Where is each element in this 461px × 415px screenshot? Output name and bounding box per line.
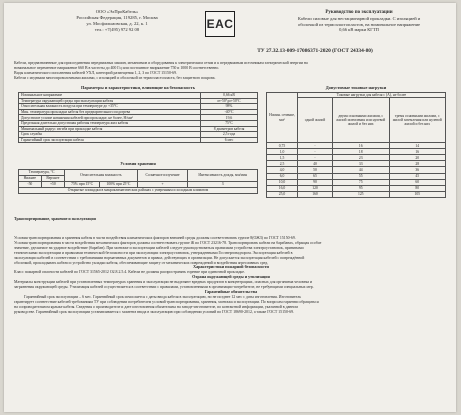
currents-caption: Допустимые токовые нагрузки (325, 85, 387, 90)
param-value: 2,5 года (201, 132, 258, 138)
storage-cell: -50 (19, 182, 42, 188)
currents-cell: 120 (298, 185, 333, 191)
currents-cell: 65 (298, 173, 333, 179)
intro-text (14, 61, 448, 80)
currents-cell: 160 (298, 191, 333, 197)
currents-cell: 16 (389, 149, 445, 155)
param-value: 6 мес (201, 137, 258, 143)
tu-reference: ТУ 27.32.13-009-17086371-2020 (ГОСТ 24334-80) (257, 48, 373, 54)
currents-cell: 40 (298, 161, 333, 167)
doc-title-block (266, 10, 452, 33)
currents-cell: 10,0 (267, 179, 298, 185)
text-line: эксплуатации кабелей в соответствии с требованиями нормативных документов и правил, действующих в организации. Не допускается эксплуатация кабелей с повреждённой (14, 255, 305, 260)
intro-line: Кабели, предназначенные для присоединения передвижных машин, механизмов и оборудования к электрическим сетям и к передвижным источникам электрической энергии на (14, 61, 308, 65)
text-line: Класс пожарной опасности кабелей по ГОСТ 31565-2012 О2.8.2.5.4. Кабели не должны распространять горение при одиночной прокладке. (14, 270, 245, 275)
currents-cell: 50 (298, 167, 333, 173)
param-name: Допустимое усилие натяжения кабелей при прокладке, не более, Н/мм² (19, 115, 201, 121)
text-line: Гарантийный срок эксплуатации – 6 мес. Гарантийный срок исчисляется с даты ввода кабеля в эксплуатацию, но не позднее 12 мес с даты изготовления. Изготовитель (24, 294, 302, 299)
param-value: 98% (201, 104, 258, 110)
currents-cell: 14 (389, 143, 445, 149)
storage-note: Открытые площадки в макроклиматических районах с умеренным и холодным климатом (19, 188, 258, 194)
currents-header-col: тремя основными жилами, с жилой заземления или нулевой жилой и без них (389, 98, 445, 143)
intro-line: Виды климатического исполнения кабелей УХЛ, категорий размещения 1, 2, 3 по ГОСТ 15150-69. (14, 70, 178, 75)
manual-sheet (4, 3, 456, 412)
section-heading: Транспортирование, хранение и эксплуатация (14, 217, 96, 221)
text-line: Материалы конструкции кабелей при установленных температурах хранения и эксплуатации не выделяют вредных продуктов в концентрациях, опасных для организма человека и (14, 280, 313, 285)
param-name: Номинальное напряжение (19, 93, 201, 99)
currents-row (267, 191, 446, 197)
storage-cell: +50 (41, 182, 64, 188)
text-line: гарантирует соответствие кабелей требованиям ТУ при соблюдении потребителем условий транспортирования, хранения, монтажа и эксплуатации. По вопросам гарантии обращаться (14, 299, 319, 304)
currents-cell: 20 (389, 155, 445, 161)
param-name: Предельная длительно допустимая рабочая температура жил кабеля (19, 120, 201, 126)
currents-cell: 105 (389, 191, 445, 197)
currents-cell: - (298, 143, 333, 149)
storage-header-solar: Солнечное излучение (137, 170, 188, 182)
doc-subtitle-line: оболочкой из термоэластопластов, на номинальное напряжение (297, 21, 421, 27)
currents-cell: - (298, 155, 333, 161)
currents-cell: 55 (333, 173, 390, 179)
currents-cell: 2,5 (267, 161, 298, 167)
currents-cell: 28 (389, 161, 445, 167)
params-table (18, 92, 258, 143)
intro-line: номинальное переменное напряжение 660 В в частоты до 400 Гц или постоянное напряжение 750 и 1000 В соответственно. (14, 65, 220, 70)
param-name: Температура окружающей среды при эксплуатации кабеля (19, 98, 201, 104)
storage-header-lower: Нижнее (19, 176, 42, 182)
currents-cell: 90 (298, 179, 333, 185)
text-line: Условия транспортирования и хранения кабеля в части воздействия климатических факторов внешней среды должны соответствовать группе 8(ОЖ3) по ГОСТ 15150-69. (14, 236, 296, 240)
currents-header-col: двумя основными жилами, с жилой заземления или нулевой жилой и без них (333, 98, 390, 143)
params-row (19, 137, 258, 143)
currents-cell: 16,0 (267, 185, 298, 191)
currents-cell: 95 (333, 185, 390, 191)
currents-cell: 75 (333, 179, 390, 185)
currents-cell: 1,0 (267, 149, 298, 155)
param-value: 19,6 (201, 115, 258, 121)
company-block (62, 9, 172, 33)
storage-caption: Условия хранения (120, 161, 156, 166)
section-heading: Характеристики пожарной безопасности (193, 265, 269, 270)
doc-title: Руководство по эксплуатации (325, 10, 393, 15)
currents-cell: 23 (333, 155, 390, 161)
params-caption: Параметры и характеристики, влияющие на безопасность (81, 85, 195, 90)
param-value: от-50°до+50°С (201, 98, 258, 104)
currents-table (266, 92, 446, 198)
currents-cell: 36 (389, 167, 445, 173)
company-line: ООО «ЭлПроКабель» (95, 9, 139, 14)
currents-cell: 60 (389, 179, 445, 185)
storage-header-rain: Интенсивность дождя, мм/мин (188, 170, 258, 182)
currents-cell: 18 (333, 149, 390, 155)
eac-mark-icon: EAC (205, 11, 235, 37)
text-line: на сопроводительном ярлыке кабеля. Сведения о производителе и дате изготовления обязательны на заводе-изготовителе, по контактной информации, указанной в данном (14, 304, 298, 309)
currents-cell: 4,0 (267, 167, 298, 173)
doc-subtitle-line: Кабели силовые для нестационарной прокладки. С изоляцией и (297, 16, 421, 21)
currents-cell: 125 (333, 191, 390, 197)
storage-header-temp: Температура, °С (19, 170, 65, 176)
company-line: Российская Федерация, 119285, г. Москва (76, 14, 158, 20)
text-line: значение, уделяемое на ударное воздействие (барабан). При монтаже и эксплуатации кабелей следует руководствоваться правилами устройства электроустановок, принятыми (14, 245, 304, 250)
currents-cell: 6,0 (267, 173, 298, 179)
storage-cell: 100% при 25°С (100, 182, 137, 188)
text-line: оболочкой, прокладывать кабели и устройство укладки кабеля, обеспечивающие защиту от механических повреждений и воздействия агрессивных сред. (14, 260, 269, 265)
param-name: Срок службы (19, 132, 201, 138)
currents-cell: 16 (333, 143, 390, 149)
currents-cell: - (298, 149, 333, 155)
currents-cell: 0,75 (267, 143, 298, 149)
currents-header-section: Номин. сечение, мм² (267, 93, 298, 143)
param-value: 75°С (201, 120, 258, 126)
text-line: техническими эксплуатации и правилами технической безопасности при эксплуатации электроустановок, утвержденными Госэнергонадзором. Эксплуатация кабелей в (14, 250, 293, 255)
param-value: 8 диаметров кабеля (201, 126, 258, 132)
currents-cell: 44 (333, 167, 390, 173)
currents-cell: 45 (389, 173, 445, 179)
section-note (14, 217, 260, 222)
param-value: -40°С (201, 109, 258, 115)
company-line: тел.: +7(495) 972 92 08 (94, 26, 140, 32)
currents-header-col: одной жилой (298, 98, 333, 143)
currents-cell: 80 (389, 185, 445, 191)
storage-cell: 75% при 15°С (65, 182, 100, 188)
storage-cell: 3 (188, 182, 258, 188)
intro-line: Кабели с медными многопроволочными жилами, с изоляцией и оболочкой из термоэластопласта, без защитного покрова. (14, 75, 216, 80)
param-name: Относительная влажность воздуха при температуре до +35°С (19, 104, 201, 110)
company-line: ул. Мосфильмовская, д. 22, к. 1 (86, 20, 148, 26)
currents-header-group: Токовые нагрузки для кабеля с (А), не более (298, 93, 446, 98)
doc-subtitle-line: 0,66 кВ марки КГТП (339, 27, 379, 33)
bottom-text (14, 236, 448, 315)
param-name: Гарантийный срок эксплуатации кабеля (19, 137, 201, 143)
text-line: руководстве. Гарантийный срок эксплуатации устанавливается с момента ввода в эксплуатацию при соблюдении условий по ГОСТ 18690-2012, а также ГОСТ 15150-69. (14, 309, 295, 314)
storage-header-humidity: Относительная влажность (65, 170, 138, 182)
param-name: Мин. температура прокладки кабеля без предварительного подогрева (19, 109, 201, 115)
currents-cell: 1,5 (267, 155, 298, 161)
currents-cell: 33 (333, 161, 390, 167)
param-name: Минимальный радиус изгиба при прокладке кабеля (19, 126, 201, 132)
text-line: Условия транспортирования в части воздействия механических факторов должны соответствовать группе Ж по ГОСТ 23216-78. Транспортировать кабели на барабанах, обращая особое (14, 240, 322, 245)
storage-table (18, 169, 258, 194)
storage-cell: + (137, 182, 188, 188)
currents-cell: 25,0 (267, 191, 298, 197)
section-heading: Охрана окружающей среды и утилизация (192, 275, 270, 280)
section-heading: Гарантийные обязательства (204, 289, 258, 294)
storage-header-upper: Верхнее (41, 176, 64, 182)
text-line: загрязнения окружающей среды. Утилизация кабелей осуществляется в соответствии с правилами, установленными в организации-потребителе, не требующими специальных мер. (14, 285, 314, 290)
param-value: 0,66 кВ (201, 93, 258, 99)
